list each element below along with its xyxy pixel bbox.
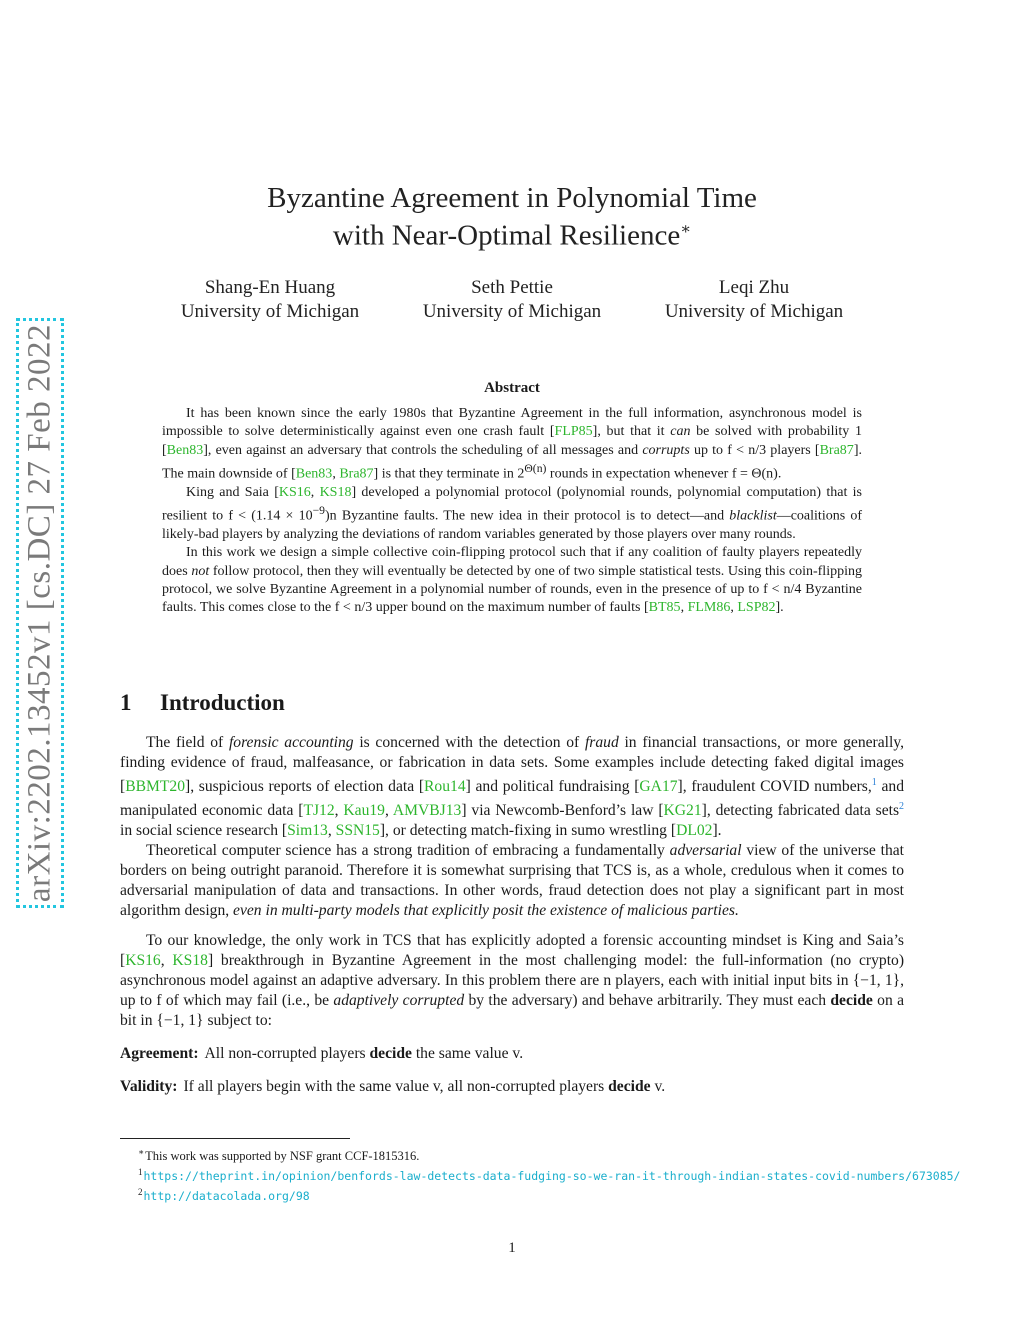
footnote-text: This work was supported by NSF grant CCF-1815316. xyxy=(145,1149,420,1164)
emphasis: even in multi-party models that explicitly posit the existence of malicious parties. xyxy=(233,902,739,920)
text: by the adversary) and behave arbitrarily. They must each xyxy=(464,992,831,1010)
text: ]. xyxy=(775,600,784,616)
citation-link[interactable]: KS18 xyxy=(172,952,208,970)
author-block-1 xyxy=(150,276,390,324)
footnote-star xyxy=(138,1144,1008,1164)
emphasis: not xyxy=(191,563,210,579)
abstract-heading: Abstract xyxy=(484,380,540,396)
text: the same value v. xyxy=(411,1045,524,1063)
citation-link[interactable]: SSN15 xyxy=(335,822,380,840)
definition-label: Agreement: xyxy=(120,1045,199,1063)
arxiv-stamp[interactable] xyxy=(16,318,64,908)
author-affiliation: University of Michigan xyxy=(422,301,602,322)
text: , xyxy=(310,484,320,500)
text: ]. The main downside of [ xyxy=(162,442,862,482)
footnote-ref[interactable]: 1 xyxy=(871,777,877,788)
body-paragraph xyxy=(120,841,904,921)
text: v. xyxy=(650,1078,666,1096)
text: ], suspicious reports of election data [ xyxy=(185,778,425,796)
citation-link[interactable]: LSP82 xyxy=(737,600,776,616)
citation-link[interactable]: Sim13 xyxy=(287,822,328,840)
text: , xyxy=(327,822,336,840)
citation-link[interactable]: FLM86 xyxy=(687,600,731,616)
footnote-mark: 2 xyxy=(138,1187,143,1198)
abstract-paragraph xyxy=(162,484,862,545)
text: , xyxy=(384,802,393,820)
text: , xyxy=(332,466,340,482)
text: up to f < n/3 players [ xyxy=(689,442,820,458)
text: ] developed a polynomial protocol (polynomial rounds, polynomial computation) that is resilient to f < (1.14 × 10 xyxy=(162,484,863,524)
arxiv-identifier[interactable]: arXiv:2202.13452v1 [cs.DC] 27 Feb 2022 xyxy=(21,323,58,903)
text: view of the universe that borders on being outright paranoid. Therefore it is somewhat surprising that TCS is, as a whole, credulous when it comes to adversarial manipulation of data and transactions. In other words, fraud detection does not play a significant part in most algorithm design, xyxy=(120,842,904,920)
citation-link[interactable]: TJ12 xyxy=(303,802,335,820)
text: ], fraudulent COVID numbers, xyxy=(677,778,872,796)
emphasis: can xyxy=(670,424,691,440)
text: ]. xyxy=(712,822,722,840)
citation-link[interactable]: Bra87 xyxy=(339,466,374,482)
citation-link[interactable]: Ben83 xyxy=(166,442,204,458)
text: Theoretical computer science has a strong tradition of embracing a fundamentally xyxy=(146,842,670,860)
footnote-2 xyxy=(138,1184,1008,1204)
text: ] is that they terminate in 2 xyxy=(373,466,525,482)
footnote-url-link[interactable]: http://datacolada.org/98 xyxy=(143,1189,310,1204)
emphasis: adaptively corrupted xyxy=(333,992,465,1010)
emphasis: fraud xyxy=(584,734,619,751)
text: )n Byzantine faults. The new idea in their protocol is to detect—and xyxy=(325,508,730,524)
bold-term: decide xyxy=(369,1045,412,1063)
footnote-mark: ∗ xyxy=(138,1147,145,1157)
emphasis: blacklist xyxy=(729,508,777,524)
footnote-mark: 1 xyxy=(138,1167,143,1178)
text: and manipulated economic data [ xyxy=(120,778,904,820)
bold-term: decide xyxy=(830,992,873,1010)
bold-term: decide xyxy=(608,1078,651,1096)
abstract-paragraph xyxy=(162,544,862,617)
citation-link[interactable]: DL02 xyxy=(676,822,713,840)
definition-label: Validity: xyxy=(120,1078,178,1096)
text: The field of xyxy=(146,734,229,751)
citation-link[interactable]: KG21 xyxy=(663,802,702,820)
footnotes xyxy=(138,1144,1008,1204)
text: To our knowledge, the only work in TCS that has explicitly adopted a forensic accounting mindset is King and Saia’s [ xyxy=(120,932,904,970)
body-paragraph xyxy=(120,931,904,1031)
text: in social science research [ xyxy=(120,822,288,840)
footnote-url-link[interactable]: https://theprint.in/opinion/benfords-law-detects-data-fudging-so-we-ran-it-through-indian-states-covid-numbers/673085/ xyxy=(143,1169,961,1184)
citation-link[interactable]: AMVBJ13 xyxy=(392,802,462,820)
footnote-ref[interactable]: 2 xyxy=(899,801,905,813)
page-number: 1 xyxy=(508,1240,516,1256)
text: follow protocol, then they will eventually be detected by one of two simple statistical tests. Using this coin-flipping protocol, we solve Byzantine Agreement in a polynomial number of rounds, even in the presence of up to f < n/4 Byzantine faults. This comes close to the f < n/3 upper bound on the maximum number of faults [ xyxy=(162,563,862,616)
abstract xyxy=(162,405,862,618)
text: ], but that it xyxy=(592,424,671,440)
text: —coalitions of likely-bad players by analyzing the deviations of random variables generated by those players over many rounds. xyxy=(162,508,862,543)
title-footnote-mark[interactable]: ∗ xyxy=(680,221,692,238)
text: ], or detecting match-fixing in sumo wrestling [ xyxy=(379,822,677,840)
text: It has been known since the early 1980s that Byzantine Agreement in the full information, asynchronous model is impossible to solve deterministically against even one crash fault [ xyxy=(162,406,862,440)
text: ], detecting fabricated data sets xyxy=(701,802,900,820)
definition-validity xyxy=(120,1077,904,1097)
text: ] breakthrough in Byzantine Agreement in the most challenging model: the full-information (no crypto) asynchronous model against an adaptive adversary. In this problem there are n players, each with initial input bits in {−1, 1}, up to f of which may fail (i.e., be xyxy=(120,952,905,1010)
text: , xyxy=(160,952,173,970)
text: ] via Newcomb-Benford’s law [ xyxy=(461,802,664,820)
abstract-paragraph xyxy=(162,405,862,484)
text: All non-corrupted players xyxy=(204,1045,370,1063)
author-block-3 xyxy=(634,276,874,324)
citation-link[interactable]: FLP85 xyxy=(554,424,593,440)
author-name: Leqi Zhu xyxy=(718,277,790,298)
text: ] and political fundraising [ xyxy=(465,778,640,796)
exponent: Θ(n) xyxy=(524,461,547,475)
citation-link[interactable]: BBMT20 xyxy=(125,778,185,796)
footnote-1 xyxy=(138,1164,1008,1184)
author-block-2 xyxy=(392,276,632,324)
citation-link[interactable]: Bra87 xyxy=(819,442,854,458)
emphasis: corrupts xyxy=(642,442,690,458)
paper-title-line1: Byzantine Agreement in Polynomial Time xyxy=(267,182,757,214)
text: , xyxy=(680,600,688,616)
citation-link[interactable]: KS18 xyxy=(319,484,352,500)
citation-link[interactable]: BT85 xyxy=(648,600,681,616)
citation-link[interactable]: Kau19 xyxy=(343,802,385,820)
author-affiliation: University of Michigan xyxy=(664,301,844,322)
text: In this work we design a simple collective coin-flipping protocol such that if any coalition of faulty players repeatedly does xyxy=(162,545,862,579)
text: in financial transactions, or more generally, finding evidence of fraud, malfeasance, or fabrication in data sets. Some examples include detecting faked digital images [ xyxy=(120,734,905,796)
text: , xyxy=(730,600,738,616)
citation-link[interactable]: Ben83 xyxy=(295,466,333,482)
text: , xyxy=(334,802,344,820)
emphasis: forensic accounting xyxy=(228,734,354,751)
author-name: Shang-En Huang xyxy=(204,277,336,298)
text: If all players begin with the same value v, all non-corrupted players xyxy=(183,1078,609,1096)
author-affiliation: University of Michigan xyxy=(180,301,360,322)
footnote-rule xyxy=(120,1138,350,1139)
exponent: −9 xyxy=(312,504,326,518)
citation-link[interactable]: Rou14 xyxy=(424,778,466,796)
section-number: 1 xyxy=(120,690,132,715)
citation-link[interactable]: KS16 xyxy=(278,484,311,500)
emphasis: adversarial xyxy=(669,842,742,860)
author-name: Seth Pettie xyxy=(471,277,553,298)
citation-link[interactable]: KS16 xyxy=(125,952,161,970)
text: be solved with probability 1 [ xyxy=(162,424,862,458)
section-heading xyxy=(120,690,285,716)
section-title: Introduction xyxy=(160,690,285,715)
introduction-body xyxy=(120,733,904,1097)
citation-link[interactable]: GA17 xyxy=(639,778,678,796)
text: is concerned with the detection of xyxy=(353,734,585,751)
text: ], even against an adversary that controls the scheduling of all messages and xyxy=(203,442,643,458)
text: on a bit in {−1, 1} subject to: xyxy=(120,992,904,1030)
paper-title-line2-text: with Near-Optimal Resilience xyxy=(332,219,681,252)
text: rounds in expectation whenever f = Θ(n). xyxy=(546,466,782,482)
text: King and Saia [ xyxy=(186,484,279,500)
definition-agreement xyxy=(120,1044,904,1064)
paper-title-line2 xyxy=(0,219,1024,253)
body-paragraph xyxy=(120,733,904,841)
